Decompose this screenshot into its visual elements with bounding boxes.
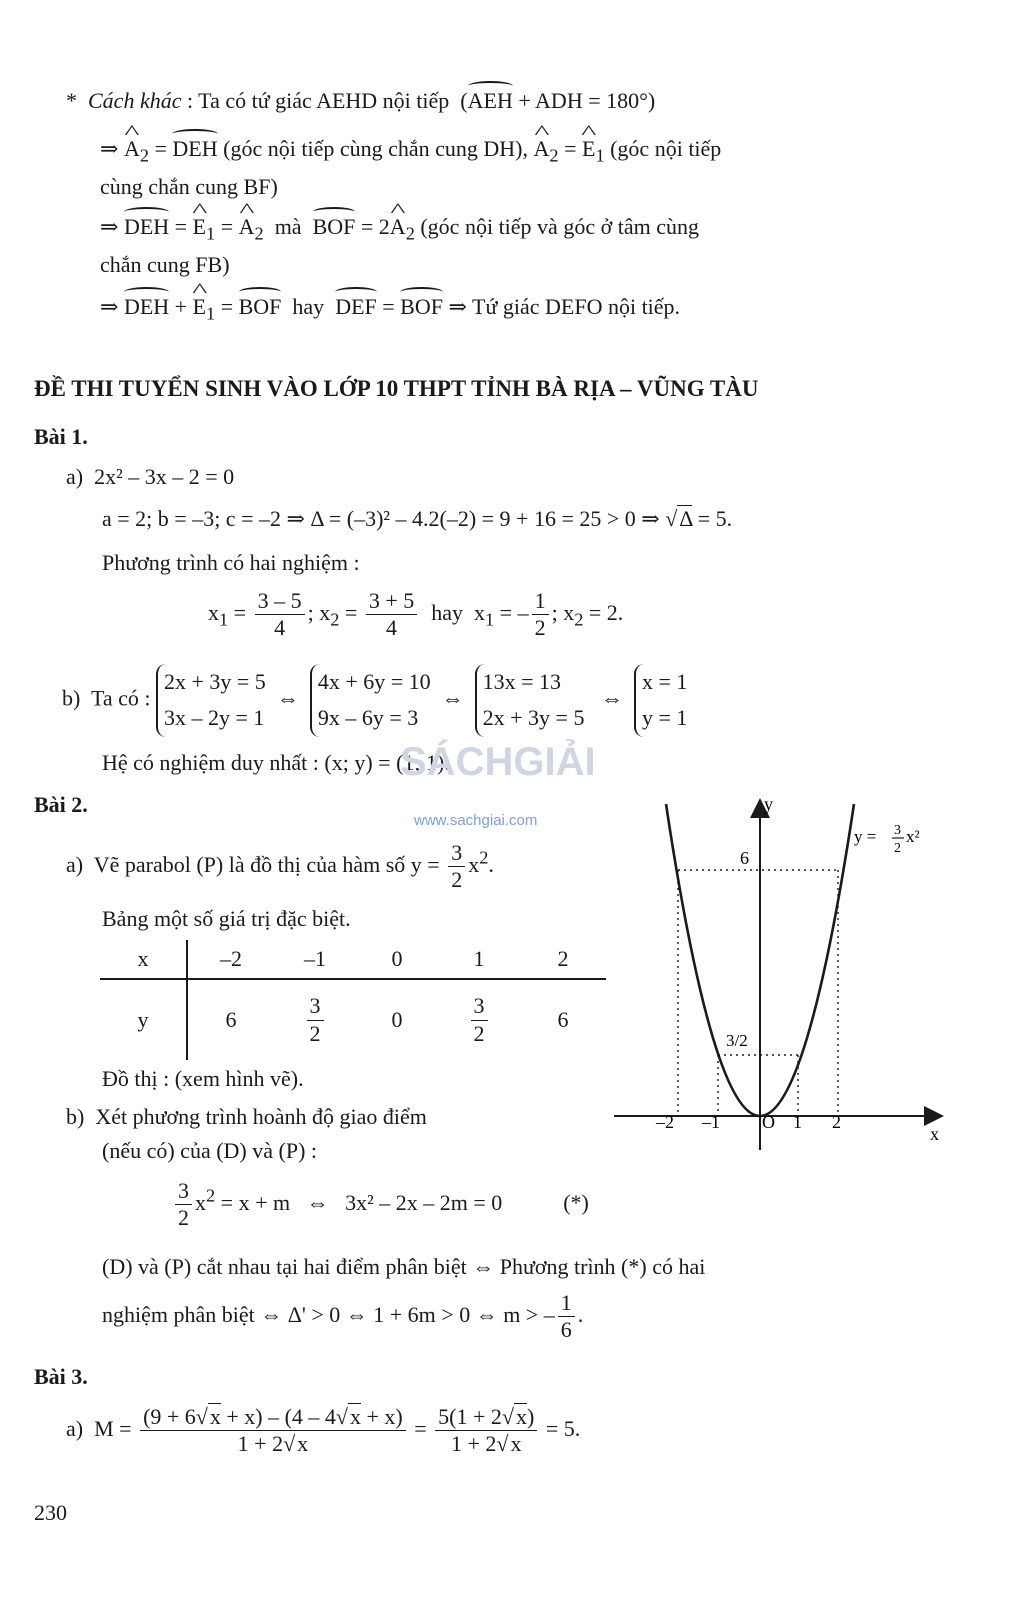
y-tick-6: 6 xyxy=(740,848,749,868)
bai1-b-label: b) xyxy=(62,685,81,711)
x-tick-2: 2 xyxy=(832,1112,841,1132)
bai3-a: a) M = $\frac{(9 + 6√x + x) - (4 - 4√x + x)}{1 + 2√x}$ = $\frac{5(1 + 2√x)}{1 + 2√x}$ = 5. xyxy=(66,1404,581,1457)
x-tick-m2: –2 xyxy=(656,1112,674,1132)
y-tick-3-2: 3/2 xyxy=(726,1031,748,1050)
bai2-a: a) Vẽ parabol (P) là đồ thị của hàm số y = $\frac{3}{2}$ $x^2$. xyxy=(66,840,494,893)
alt-method-intro: : Ta có tứ giác AEHD nội tiếp xyxy=(186,88,450,113)
system-3: 13x = 13 2x + 3y = 5 xyxy=(475,664,585,737)
svg-text:3: 3 xyxy=(894,823,901,838)
alt-method-l4-text: ⇒ Tứ giác DEFO nội tiếp. xyxy=(448,294,681,319)
bai2-star: (*) xyxy=(563,1189,589,1215)
bai1-roots: $x_1$ = $\frac{3 - 5}{4}$ ; $x_2$ = $\frac{3 + 5}{4}$ hay $x_1$ = – $\frac{1}{2}$ ; $x_2 = 2$. xyxy=(208,588,624,641)
value-table: x –2 –1 0 1 2 y 6 $\frac{3}{2}$ 0 $\frac{3}{2}$ 6 xyxy=(100,940,606,1060)
bai1-title: Bài 1. xyxy=(34,424,88,449)
bai1-b-intro: Ta có : xyxy=(90,685,151,711)
bai3-title: Bài 3. xyxy=(34,1364,88,1389)
svg-text:2: 2 xyxy=(894,841,901,856)
bai1-coeffs-line: a = 2; b = –3; c = –2 ⇒ Δ = (–3)² – 4.2(–2) = 9 + 16 = 25 > 0 ⇒ √Δ = 5. xyxy=(102,506,733,531)
system-4: x = 1 y = 1 xyxy=(634,664,687,737)
bai2-a-label: a) xyxy=(66,851,84,877)
bai2-equation: $\frac{3}{2}$ $x^2 = x + m$ ⇔ 3x² – 2x – 2m = 0 (*) xyxy=(172,1178,589,1232)
section-title: ĐỀ THI TUYỂN SINH VÀO LỚP 10 THPT TỈNH BÀ RỊA – VŨNG TÀU xyxy=(34,376,759,401)
alt-method-line-1: * Cách khác : Ta có tứ giác AEHD nội tiếp (AEH + ADH = 180°) xyxy=(66,88,656,113)
bai2-a-text: Vẽ parabol (P) là đồ thị của hàm số xyxy=(93,851,406,877)
bai1-unique: Hệ có nghiệm duy nhất : (x; y) = (1; 1). xyxy=(102,750,450,775)
alt-method-line-2: ⇒ ^ $A_2$ = DEH (góc nội tiếp cùng chắn cung DH), ^ $A_2$ = ^ $E_1$ (góc nội tiếp xyxy=(100,136,721,166)
x-tick-1: 1 xyxy=(793,1112,802,1132)
bai2-b-label: b) xyxy=(66,1104,85,1129)
bai2-b-line-1 xyxy=(66,1104,427,1130)
alt-method-l2-cont: cùng chắn cung BF) xyxy=(100,174,278,199)
bai2-cond1: (D) và (P) cắt nhau tại hai điểm phân biệt ⇔ Phương trình (*) có hai xyxy=(102,1254,706,1279)
alt-method-line-4: ⇒ DEH + ^ $E_1$ = BOF hay DEF = BOF ⇒ Tứ giác DEFO nội tiếp. xyxy=(100,294,680,324)
alt-method-l2-text: (góc nội tiếp cùng chắn cung DH), xyxy=(223,136,528,161)
x-axis-label: x xyxy=(930,1124,939,1144)
bai1-a-label: a) xyxy=(66,464,84,489)
watermark-logo: SÁCHGIẢI xyxy=(400,740,596,784)
alt-method-angles: + ADH = 180°) xyxy=(518,88,656,113)
bai2-cond2: nghiệm phân biệt ⇔ Δ' > 0 ⇔ 1 + 6m > 0 ⇔ m > – xyxy=(102,1301,555,1327)
bai1-a-eq: 2x² – 3x – 2 = 0 xyxy=(94,464,235,489)
bai1-two-roots: Phương trình có hai nghiệm : xyxy=(102,550,360,575)
bai1-coeffs: a = 2; b = –3; c = –2 ⇒ Δ = (–3)² – 4.2(–2) = 9 + 16 = 25 > 0 ⇒ xyxy=(102,506,660,531)
bai2-b-text2: (nếu có) của (D) và (P) : xyxy=(102,1138,318,1163)
system-2: 4x + 6y = 10 9x – 6y = 3 xyxy=(310,664,431,737)
curve-label: y = xyxy=(854,827,877,846)
y-axis-label: y xyxy=(764,794,773,814)
alt-method-l3-text: (góc nội tiếp và góc ở tâm cùng xyxy=(420,214,699,239)
origin-label: O xyxy=(762,1112,775,1132)
alt-method-label: Cách khác xyxy=(88,88,182,113)
bai2-b-text1: Xét phương trình hoành độ giao điểm xyxy=(95,1104,427,1129)
svg-text:x²: x² xyxy=(906,827,920,846)
system-1: 2x + 3y = 5 3x – 2y = 1 xyxy=(156,664,266,737)
bai2-graph-note: Đồ thị : (xem hình vẽ). xyxy=(102,1066,304,1091)
bai2-table-caption: Bảng một số giá trị đặc biệt. xyxy=(102,906,351,931)
alt-method-l2-text2: (góc nội tiếp xyxy=(610,136,722,161)
watermark-url: www.sachgiai.com xyxy=(414,812,538,829)
bai2-cond2-line: nghiệm phân biệt ⇔ Δ' > 0 ⇔ 1 + 6m > 0 ⇔ m > – $\frac{1}{6}$ . xyxy=(102,1290,584,1343)
parabol-graph xyxy=(600,790,960,1170)
alt-method-l3-cont: chắn cung FB) xyxy=(100,252,230,277)
x-tick-m1: –1 xyxy=(702,1112,720,1132)
bai1-a xyxy=(66,464,234,490)
bai1-sqrt-result: = 5. xyxy=(697,506,733,531)
bai2-title: Bài 2. xyxy=(34,792,88,817)
bai3-a-label: a) xyxy=(66,1415,84,1441)
alt-method-line-3: ⇒ DEH = ^ $E_1$ = ^ $A_2$ mà BOF = 2^ $A_2$ (góc nội tiếp và góc ở tâm cùng xyxy=(100,214,699,244)
bai1-b: b) Ta có : 2x + 3y = 5 3x – 2y = 1 ⇔ 4x + 6y = 10 9x – 6y = 3 ⇔ 13x = 13 2x + 3y = 5 ⇔ x = 1 y = 1 xyxy=(62,664,687,737)
page-number: 230 xyxy=(34,1500,67,1525)
bai2-eq-star: 3x² – 2x – 2m = 0 xyxy=(345,1189,503,1215)
